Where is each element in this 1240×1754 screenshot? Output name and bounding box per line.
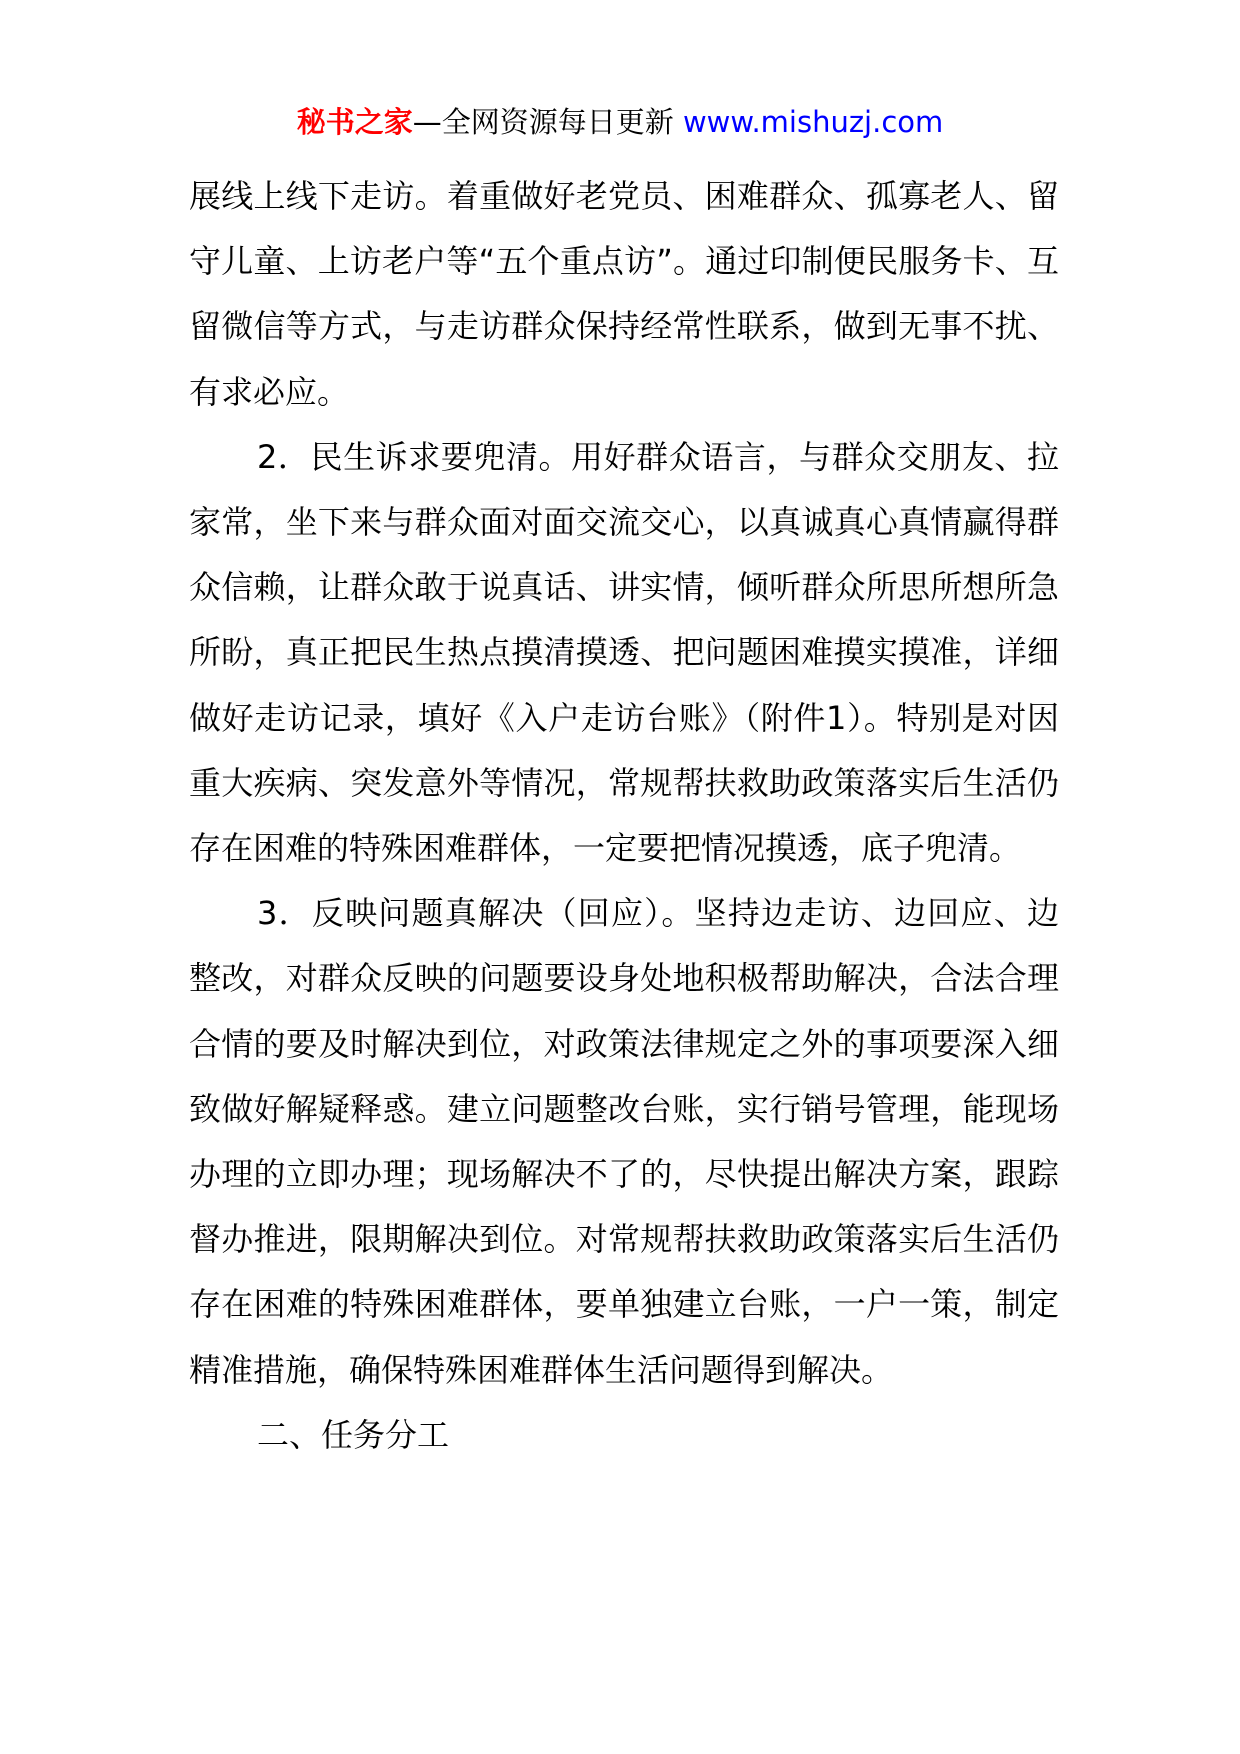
site-watermark-header: [0, 102, 1240, 142]
site-tagline: —全网资源每日更新: [412, 105, 674, 139]
paragraph-continuation: 展线上线下走访。着重做好老党员、困难群众、孤寡老人、留守儿童、上访老户等“五个重点访”。通过印制便民服务卡、互留微信等方式，与走访群众保持经常性联系，做到无事不扰、有求必应。: [189, 177, 1059, 411]
document-body: [189, 164, 1059, 1468]
paragraph-item-2: 2．民生诉求要兜清。用好群众语言，与群众交朋友、拉家常，坐下来与群众面对面交流交心，以真诚真心真情赢得群众信赖，让群众敢于说真话、讲实情，倾听群众所思所想所急所盼，真正把民生热点摸清摸透、把问题困难摸实摸准，详细做好走访记录，填好《入户走访台账》（附件1）。特别是对因重大疾病、突发意外等情况，常规帮扶救助政策落实后生活仍存在困难的特殊困难群体，一定要把情况摸透，底子兜清。: [189, 437, 1059, 868]
site-brand-name: 秘书之家: [296, 105, 413, 139]
paragraph-item-3: 3．反映问题真解决（回应）。坚持边走访、边回应、边整改，对群众反映的问题要设身处地积极帮助解决，合法合理合情的要及时解决到位，对政策法律规定之外的事项要深入细致做好解疑释惑。建立问题整改台账，实行销号管理，能现场办理的立即办理；现场解决不了的，尽快提出解决方案，跟踪督办推进，限期解决到位。对常规帮扶救助政策落实后生活仍存在困难的特殊困难群体，要单独建立台账，一户一策，制定精准措施，确保特殊困难群体生活问题得到解决。: [189, 894, 1059, 1389]
section-heading: 二、任务分工: [257, 1415, 450, 1454]
site-url-link[interactable]: www.mishuzj.com: [682, 105, 944, 139]
